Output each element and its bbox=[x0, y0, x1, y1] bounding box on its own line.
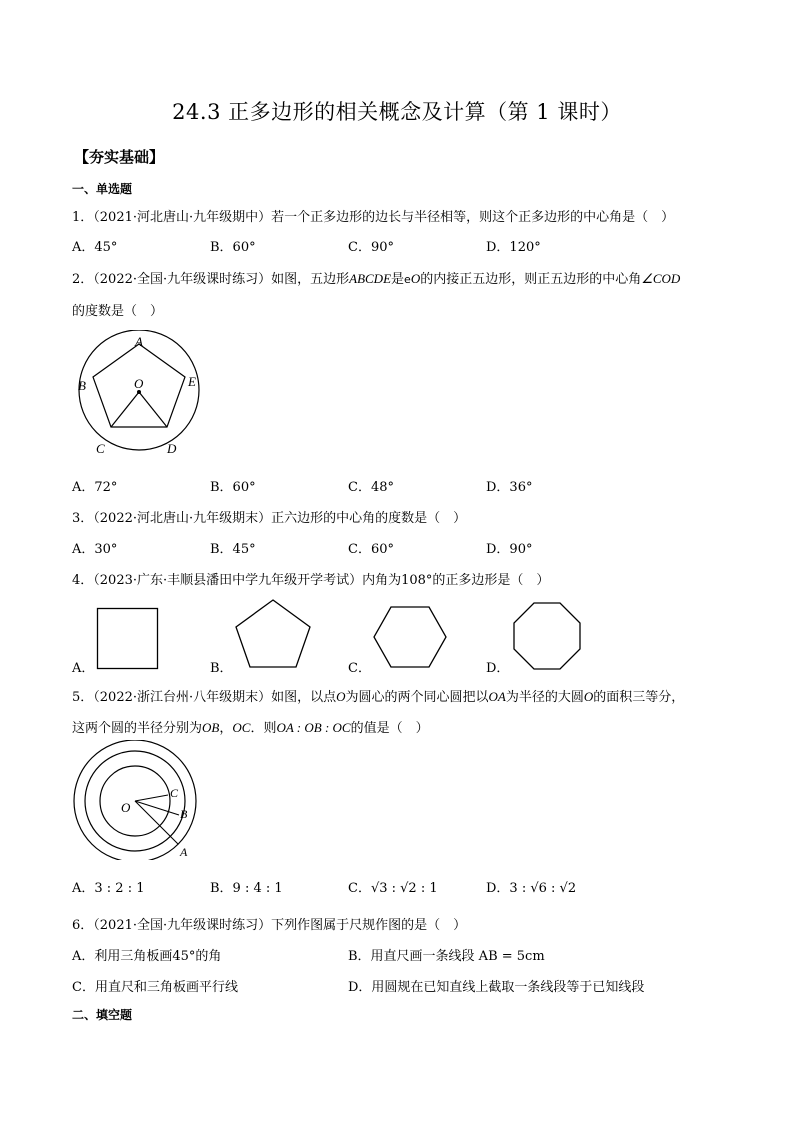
q3-option-b: B．45° bbox=[210, 542, 256, 557]
q4-option-d: D． bbox=[486, 661, 510, 676]
q3-option-d: D．90° bbox=[486, 542, 533, 557]
q6-option-d: D．用圆规在已知直线上截取一条线段等于已知线段 bbox=[348, 980, 645, 995]
q3-option-c: C．60° bbox=[348, 542, 394, 557]
hexagon-shape bbox=[372, 605, 448, 669]
question-5-stem-line2: 这两个圆的半径分别为OB，OC．则OA : OB : OC的值是（ ） bbox=[72, 720, 429, 736]
label-E: E bbox=[188, 374, 196, 389]
q2-option-a: A．72° bbox=[72, 480, 118, 495]
pentagon-circle-figure bbox=[72, 330, 222, 460]
question-1-stem: 1．（2021·河北唐山·九年级期中）若一个正多边形的边长与半径相等，则这个正多边形的中心角是（ ） bbox=[72, 210, 675, 225]
q2-option-d: D．36° bbox=[486, 480, 533, 495]
q4-option-c: C． bbox=[348, 661, 371, 676]
label-A: A bbox=[180, 845, 188, 859]
concentric-circles-figure bbox=[68, 740, 208, 860]
q1-option-c: C．90° bbox=[348, 240, 394, 255]
question-6-stem: 6．（2021·全国·九年级课时练习）下列作图属于尺规作图的是（ ） bbox=[72, 918, 467, 933]
page-title: 24.3 正多边形的相关概念及计算（第 1 课时） bbox=[172, 100, 622, 124]
label-B: B bbox=[180, 807, 188, 821]
q5-option-a: A．3 : 2 : 1 bbox=[72, 881, 145, 896]
q5-option-d: D．3 : √6 : √2 bbox=[486, 881, 577, 896]
label-D: D bbox=[167, 441, 177, 456]
part-heading-single-choice: 一、单选题 bbox=[72, 182, 133, 196]
question-2-stem: 2．（2022·全国·九年级课时练习）如图，五边形ABCDE是eO的内接正五边形，则正五边形的中心角∠COD bbox=[72, 271, 681, 287]
question-3-stem: 3．（2022·河北唐山·九年级期末）正六边形的中心角的度数是（ ） bbox=[72, 511, 467, 526]
q1-option-a: A．45° bbox=[72, 240, 118, 255]
label-B: B bbox=[78, 378, 86, 393]
q5-option-b: B．9 : 4 : 1 bbox=[210, 881, 283, 896]
q6-option-a: A．利用三角板画45°的角 bbox=[72, 949, 222, 964]
label-C: C bbox=[170, 786, 179, 800]
q6-option-b: B．用直尺画一条线段 AB = 5cm bbox=[348, 949, 545, 964]
q3-option-a: A．30° bbox=[72, 542, 118, 557]
q1-option-d: D．120° bbox=[486, 240, 541, 255]
question-2-stem-line2: 的度数是（ ） bbox=[72, 304, 164, 319]
q6-option-c: C．用直尺和三角板画平行线 bbox=[72, 980, 238, 995]
q4-option-b: B． bbox=[210, 661, 233, 676]
pentagon-shape bbox=[232, 598, 314, 670]
q2-option-b: B．60° bbox=[210, 480, 256, 495]
q5-option-c: C．√3 : √2 : 1 bbox=[348, 881, 438, 896]
part-heading-fill-in: 二、填空题 bbox=[72, 1008, 133, 1022]
square-shape bbox=[96, 607, 160, 671]
q1-option-b: B．60° bbox=[210, 240, 256, 255]
octagon-shape bbox=[512, 601, 582, 671]
section-heading-foundation: 【夯实基础】 bbox=[74, 148, 165, 166]
label-A: A bbox=[135, 334, 143, 349]
label-O: O bbox=[134, 376, 144, 391]
q2-option-c: C．48° bbox=[348, 480, 394, 495]
question-5-stem: 5．（2022·浙江台州·八年级期末）如图，以点O为圆心的两个同心圆把以OA为半径的大圆O的面积三等分， bbox=[72, 689, 685, 705]
label-O: O bbox=[121, 800, 131, 815]
q4-option-a: A． bbox=[72, 661, 95, 676]
label-C: C bbox=[96, 441, 105, 456]
question-4-stem: 4．（2023·广东·丰顺县潘田中学九年级开学考试）内角为108°的正多边形是（ ） bbox=[72, 573, 550, 588]
